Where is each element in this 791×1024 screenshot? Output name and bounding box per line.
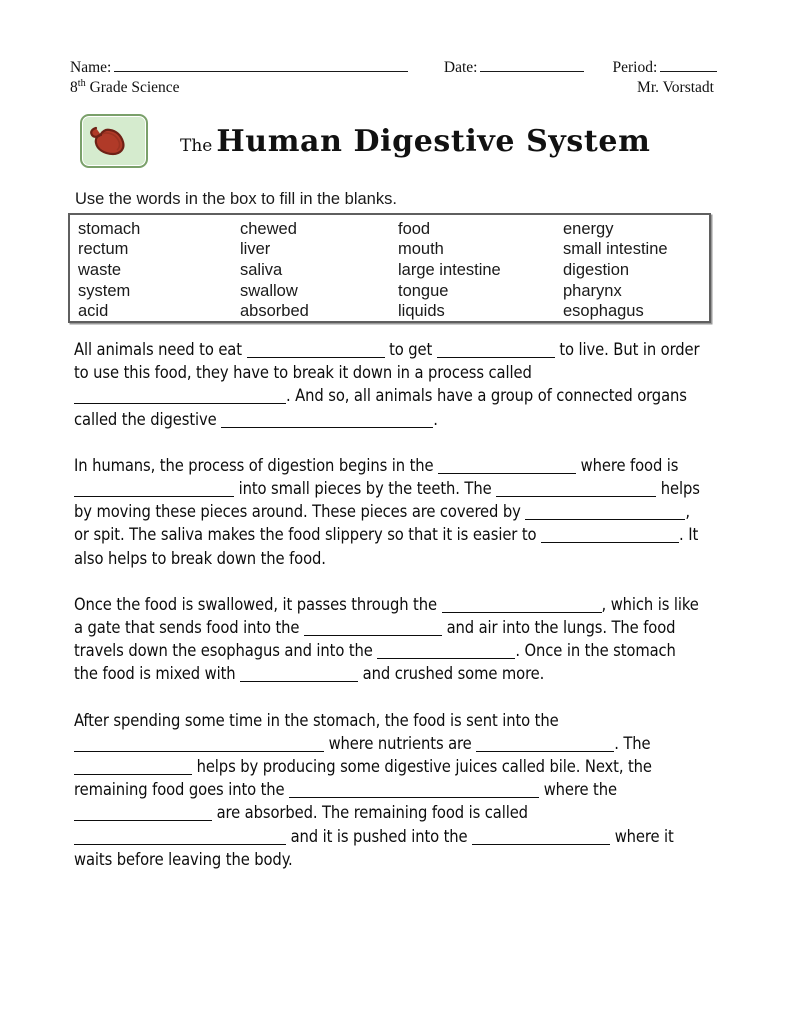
fill-blank[interactable] xyxy=(377,643,515,660)
fill-blank[interactable] xyxy=(472,828,610,845)
word-bank-row xyxy=(70,301,709,322)
word-bank-item[interactable]: waste xyxy=(78,260,122,279)
text-run: After spending some time in the stomach, the food is sent into the xyxy=(74,710,559,730)
word-bank-item[interactable]: digestion xyxy=(563,260,630,279)
fill-blank[interactable] xyxy=(74,805,212,822)
page-title xyxy=(180,124,650,159)
text-run: and air into the lungs. The food travels down the esophagus and into the xyxy=(74,618,676,661)
word-bank-item[interactable]: swallow xyxy=(240,281,298,300)
fill-blank[interactable] xyxy=(240,666,358,683)
word-bank-item[interactable]: tongue xyxy=(398,281,449,300)
period-label: Period: xyxy=(612,58,658,76)
text-run: into small pieces by the teeth. The xyxy=(234,479,497,499)
fill-blank[interactable] xyxy=(437,341,555,358)
text-run: where the xyxy=(539,780,617,800)
fill-blank[interactable] xyxy=(221,411,433,428)
text-run: helps by producing some digestive juices called bile. Next, the remaining food goes into the xyxy=(74,757,652,800)
paragraph-3 xyxy=(74,593,704,686)
title-block xyxy=(80,114,650,168)
word-bank-item[interactable]: acid xyxy=(78,302,109,321)
word-bank-item[interactable]: liver xyxy=(240,240,271,259)
fill-blank[interactable] xyxy=(247,341,385,358)
header-fields-row xyxy=(70,58,720,77)
text-run: , which is like a gate that sends food into the xyxy=(74,594,699,638)
word-bank-box xyxy=(68,213,711,323)
word-bank-item[interactable]: pharynx xyxy=(563,281,622,300)
name-label: Name: xyxy=(70,58,112,76)
text-run: . Once in the stomach the food is mixed with xyxy=(74,641,676,684)
paragraph-4 xyxy=(74,709,704,871)
fill-blank[interactable] xyxy=(74,828,286,845)
word-bank-row xyxy=(70,260,709,281)
word-bank-item[interactable]: food xyxy=(398,219,431,238)
word-bank-item[interactable]: absorbed xyxy=(240,302,309,321)
text-run: and crushed some more. xyxy=(358,664,545,684)
text-run: . It also helps to break down the food. xyxy=(74,525,699,568)
fill-blank[interactable] xyxy=(74,480,234,497)
text-run: to get xyxy=(384,340,437,359)
text-run: where nutrients are xyxy=(324,733,477,753)
text-run: . And so, all animals have a group of connected organs called the digestive xyxy=(74,386,687,429)
fill-blank[interactable] xyxy=(74,735,324,752)
word-bank-item[interactable]: saliva xyxy=(240,260,283,279)
paragraph-1 xyxy=(74,338,704,431)
name-blank-line[interactable] xyxy=(114,58,407,72)
word-bank-item[interactable]: liquids xyxy=(398,302,445,321)
word-bank-item[interactable]: small intestine xyxy=(563,240,668,259)
text-run: In humans, the process of digestion begins in the xyxy=(74,455,439,475)
fill-blank[interactable] xyxy=(476,735,614,752)
date-blank-line[interactable] xyxy=(480,58,584,72)
word-bank-item[interactable]: stomach xyxy=(78,219,141,238)
worksheet-header xyxy=(70,58,720,97)
text-run: are absorbed. The remaining food is called xyxy=(212,803,528,823)
text-run: . xyxy=(433,409,438,429)
course-label xyxy=(70,78,180,97)
fill-blank[interactable] xyxy=(438,457,576,474)
word-bank-row xyxy=(70,281,709,302)
text-run: All animals need to eat xyxy=(74,340,247,359)
grade-number: 8 xyxy=(70,78,78,96)
fill-blank[interactable] xyxy=(74,388,286,405)
grade-ordinal-suffix: th xyxy=(77,77,86,89)
fill-blank[interactable] xyxy=(496,480,656,497)
text-run: where it waits before leaving the body. xyxy=(74,826,674,869)
word-bank-item[interactable]: system xyxy=(78,281,131,300)
teacher-name: Mr. Vorstadt xyxy=(637,78,714,96)
title-article: The xyxy=(180,135,213,156)
word-bank-item[interactable]: large intestine xyxy=(398,260,501,279)
course-name: Grade Science xyxy=(85,78,180,96)
fill-blank[interactable] xyxy=(289,782,539,799)
header-subtitle-row xyxy=(70,78,720,97)
text-run: to live. But in order to use this food, they have to break it down in a process called xyxy=(74,340,700,383)
text-run: helps by moving these pieces around. These pieces are covered by xyxy=(74,479,700,522)
fill-blank[interactable] xyxy=(541,527,679,544)
instruction-text: Use the words in the box to fill in the blanks. xyxy=(75,190,397,208)
fill-blank[interactable] xyxy=(525,504,685,521)
word-bank-item[interactable]: esophagus xyxy=(563,302,644,321)
worksheet-body xyxy=(74,338,704,871)
word-bank-item[interactable]: energy xyxy=(563,219,614,238)
date-label: Date: xyxy=(443,58,478,76)
word-bank-item[interactable]: rectum xyxy=(78,240,129,259)
fill-blank[interactable] xyxy=(304,619,442,636)
text-run: . The xyxy=(614,733,651,753)
word-bank-item[interactable]: mouth xyxy=(398,240,444,259)
fill-blank[interactable] xyxy=(74,758,192,775)
word-bank-row xyxy=(70,219,709,240)
text-run: Once the food is swallowed, it passes through the xyxy=(74,594,442,614)
stomach-icon xyxy=(80,114,148,168)
word-bank-item[interactable]: chewed xyxy=(240,219,297,238)
title-main-text: Human Digestive System xyxy=(216,123,651,159)
text-run: and it is pushed into the xyxy=(286,826,473,846)
fill-blank[interactable] xyxy=(442,596,602,613)
word-bank-row xyxy=(70,240,709,261)
period-blank-line[interactable] xyxy=(660,58,717,72)
text-run: where food is xyxy=(576,455,679,475)
text-run: , or spit. The saliva makes the food slippery so that it is easier to xyxy=(74,502,690,545)
paragraph-2 xyxy=(74,454,704,570)
